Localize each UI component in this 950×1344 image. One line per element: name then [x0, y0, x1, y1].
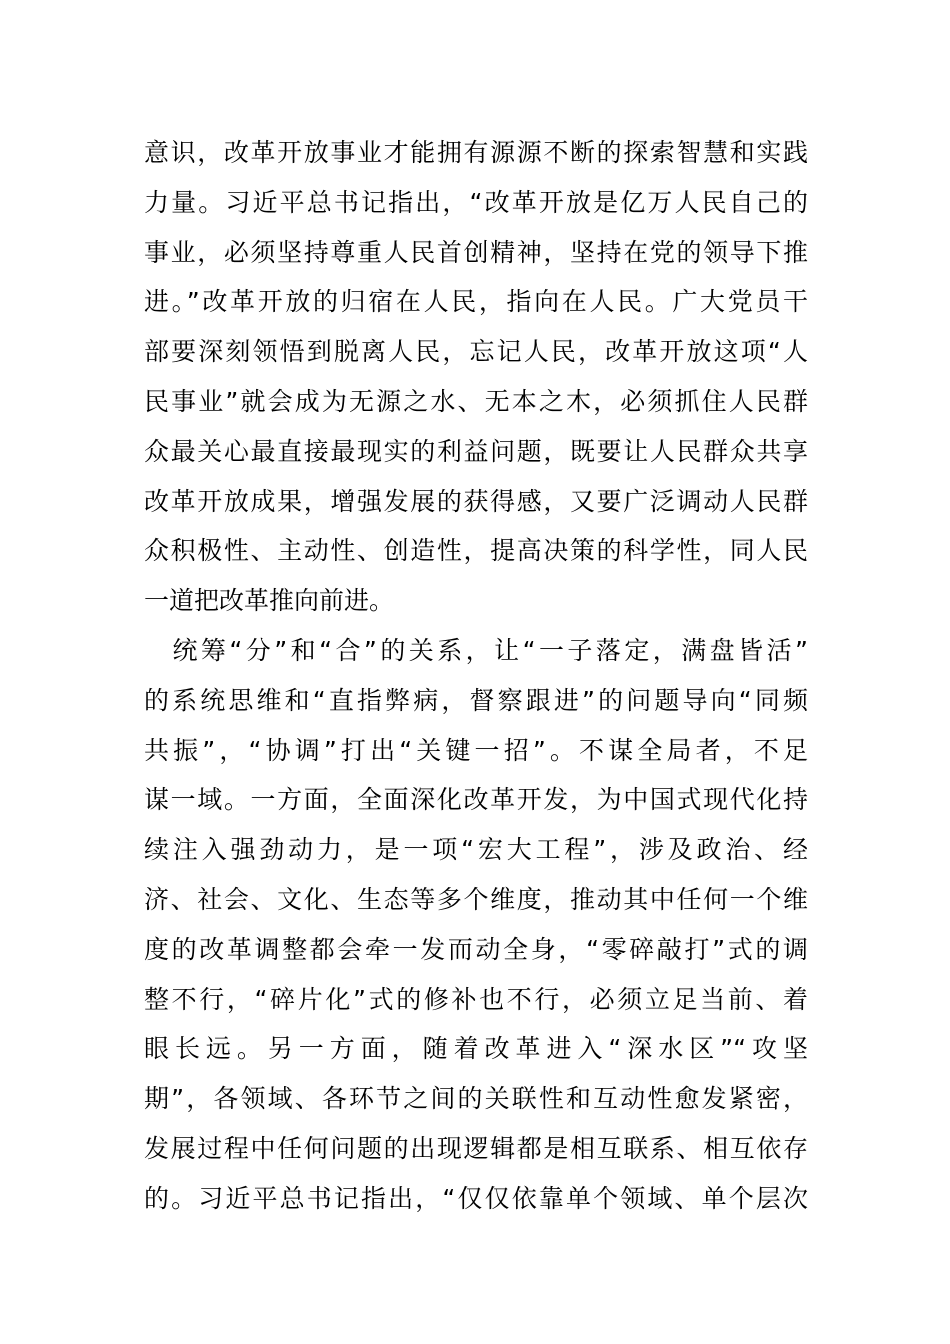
- text-line: 发展过程中任何问题的出现逻辑都是相互联系、相互依存: [144, 1133, 808, 1163]
- text-line: 期”，各领域、各环节之间的关联性和互动性愈发紧密，: [144, 1084, 808, 1114]
- text-line: 众积极性、主动性、创造性，提高决策的科学性，同人民: [144, 536, 808, 566]
- text-line: 济、社会、文化、生态等多个维度，推动其中任何一个维: [144, 884, 808, 914]
- text-line: 改革开放成果，增强发展的获得感，又要广泛调动人民群: [144, 486, 808, 516]
- text-line: 度的改革调整都会牵一发而动全身，“零碎敲打”式的调: [144, 934, 808, 964]
- text-line: 的。习近平总书记指出，“仅仅依靠单个领域、单个层次: [144, 1183, 808, 1213]
- text-line: 的系统思维和“直指弊病，督察跟进”的问题导向“同频: [144, 685, 808, 715]
- body-text: [144, 128, 808, 1224]
- text-line: 部要深刻领悟到脱离人民，忘记人民，改革开放这项“人: [144, 337, 808, 367]
- paragraph-end-line: 一道把改革推向前进。: [144, 586, 395, 616]
- text-line: 意识，改革开放事业才能拥有源源不断的探索智慧和实践: [144, 138, 808, 167]
- text-line: 谋一域。一方面，全面深化改革开发，为中国式现代化持: [144, 785, 808, 815]
- text-line: 共振”，“协调”打出“关键一招”。不谋全局者，不足: [144, 735, 808, 765]
- paragraph-start-line: 统筹“分”和“合”的关系，让“一子落定，满盘皆活”: [144, 635, 808, 665]
- text-line: 力量。习近平总书记指出，“改革开放是亿万人民自己的: [144, 187, 808, 217]
- text-line: 续注入强劲动力，是一项“宏大工程”，涉及政治、经: [144, 835, 808, 865]
- text-line: 众最关心最直接最现实的利益问题，既要让人民群众共享: [144, 436, 808, 466]
- text-line: 眼长远。另一方面，随着改革进入“深水区”“攻坚: [144, 1034, 808, 1064]
- text-line: 整不行，“碎片化”式的修补也不行，必须立足当前、着: [144, 984, 808, 1014]
- text-line: 事业，必须坚持尊重人民首创精神，坚持在党的领导下推: [144, 237, 808, 267]
- text-line: 民事业”就会成为无源之水、无本之木，必须抓住人民群: [144, 386, 808, 416]
- text-line: 进。”改革开放的归宿在人民，指向在人民。广大党员干: [144, 287, 808, 317]
